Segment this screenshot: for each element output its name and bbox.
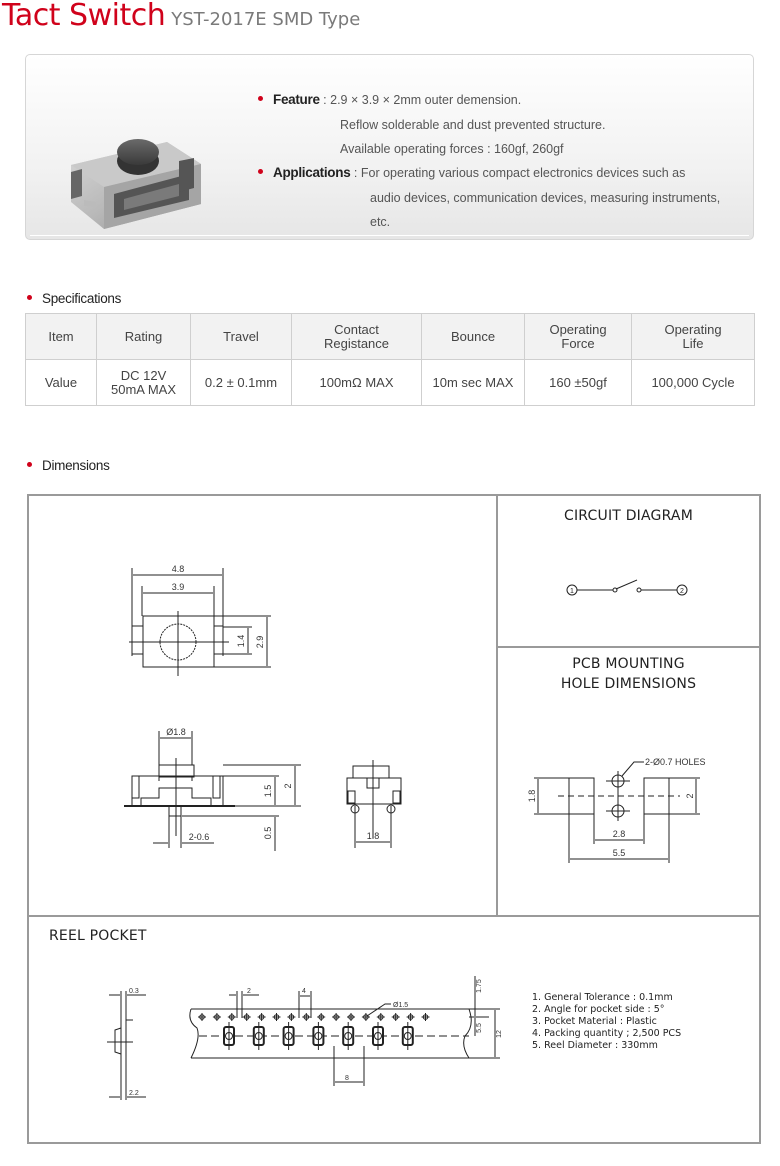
pin-label: 2 — [680, 588, 684, 595]
dim-label: 2.8 — [612, 829, 626, 839]
cell-text: Bounce — [450, 328, 496, 344]
cell-text: Registance — [323, 335, 390, 351]
dim-label: 1.75 — [476, 979, 483, 993]
tape-pocket — [343, 1022, 353, 1050]
cell-text: Rating — [124, 328, 163, 344]
header-cell — [97, 314, 191, 360]
cell-text: Operating — [664, 321, 722, 337]
reel-note: 2. Angle for pocket side : 5° — [532, 1004, 665, 1015]
dim-label: 4.8 — [171, 564, 185, 574]
dimensions-heading — [27, 458, 110, 473]
feature-line: 2.9 × 3.9 × 2mm outer demension. — [330, 93, 522, 107]
cell-text: 160 ±50gf — [549, 374, 607, 390]
reel-title: REEL POCKET — [49, 928, 147, 944]
sprocket-hole — [377, 1013, 385, 1021]
circuit-diagram — [498, 566, 759, 606]
sprocket-hole — [392, 1013, 400, 1021]
sprocket-hole — [243, 1013, 251, 1021]
value-cell — [632, 360, 755, 406]
reel-note: 1. General Tolerance : 0.1mm — [532, 992, 673, 1003]
dim-label: 2 — [283, 783, 293, 789]
cell-text: Item — [48, 328, 74, 344]
dim-label: 2 — [247, 988, 251, 995]
product-title: Tact Switch — [2, 0, 166, 33]
dim-label: 1.8 — [366, 831, 380, 841]
dim-label: 0.5 — [263, 826, 273, 840]
sprocket-hole — [347, 1013, 355, 1021]
applications-separator: : — [353, 166, 358, 180]
feature-line: Reflow solderable and dust prevented structure. — [340, 117, 606, 132]
sprocket-hole — [258, 1013, 266, 1021]
cell-text: 10m sec MAX — [432, 374, 514, 390]
header-cell — [525, 314, 632, 360]
cell-text: Contact — [334, 321, 379, 337]
header-cell — [292, 314, 422, 360]
dim-label: 1.8 — [527, 789, 537, 803]
dim-label: 4 — [302, 988, 306, 995]
dim-label: 12 — [496, 1030, 503, 1038]
sprocket-hole — [213, 1013, 221, 1021]
bullet-icon — [258, 96, 263, 101]
pin-label: 1 — [570, 588, 574, 595]
applications-label: Applications — [273, 165, 351, 180]
dim-label: 2-0.6 — [188, 832, 210, 842]
sprocket-hole — [407, 1013, 415, 1021]
circuit-title: CIRCUIT DIAGRAM — [564, 508, 693, 524]
dim-label: 2.9 — [255, 635, 265, 649]
value-cell — [525, 360, 632, 406]
reel-note: 4. Packing quantity ; 2,500 PCS — [532, 1028, 682, 1039]
sprocket-hole — [302, 1013, 310, 1021]
cell-text: DC 12V — [120, 367, 167, 383]
tape-pocket — [313, 1022, 323, 1050]
cell-text: 50mA MAX — [110, 381, 177, 397]
cell-text: Operating — [549, 321, 607, 337]
reel-note: 3. Pocket Material : Plastic — [532, 1016, 657, 1027]
pcb-title-line: PCB MOUNTING — [572, 656, 685, 672]
applications-line: For operating various compact electronics devices such as — [360, 166, 686, 180]
header-cell — [422, 314, 525, 360]
specifications-title: Specifications — [42, 291, 122, 306]
feature-separator: : — [323, 93, 327, 107]
dimensions-drawing — [27, 494, 761, 1144]
cell-text: 100mΩ MAX — [319, 374, 394, 390]
sprocket-hole — [332, 1013, 340, 1021]
value-cell — [292, 360, 422, 406]
reel-note: 5. Reel Diameter : 330mm — [532, 1040, 658, 1051]
dim-label: 5.5 — [612, 848, 626, 858]
cell-text: 100,000 Cycle — [651, 374, 735, 390]
feature-line: Available operating forces : 160gf, 260gf — [340, 142, 564, 156]
tape-pocket — [224, 1022, 234, 1050]
page-title — [2, 0, 360, 33]
header-cell — [632, 314, 755, 360]
dim-label: 1.4 — [236, 634, 246, 648]
value-cell — [26, 360, 97, 406]
outline-drawing — [29, 496, 496, 915]
header-cell — [26, 314, 97, 360]
dim-label: 5.5 — [476, 1023, 483, 1033]
sprocket-hole — [362, 1013, 370, 1021]
specifications-heading — [27, 291, 121, 306]
overview-box — [25, 54, 754, 240]
dim-label: 0.3 — [129, 988, 139, 995]
dim-label: 2.2 — [129, 1090, 139, 1097]
sprocket-hole — [422, 1013, 430, 1021]
pcb-title-line: HOLE DIMENSIONS — [560, 676, 697, 692]
sprocket-hole — [287, 1013, 295, 1021]
dim-label: 2 — [685, 793, 695, 799]
dim-label: 2-Ø0.7 HOLES — [645, 757, 706, 767]
dim-label: 8 — [345, 1075, 349, 1082]
value-cell — [422, 360, 525, 406]
table-value-row — [26, 360, 755, 406]
feature-block — [258, 88, 605, 162]
sprocket-hole — [317, 1013, 325, 1021]
specifications-table — [25, 313, 755, 406]
pcb-hole-drawing — [498, 736, 759, 886]
tape-pocket — [284, 1022, 294, 1050]
bullet-icon — [258, 169, 263, 174]
dim-label: 1.5 — [263, 784, 273, 798]
applications-line: audio devices, communication devices, measuring instruments, — [370, 190, 721, 205]
applications-line: etc. — [370, 215, 391, 229]
cell-text: Force — [561, 335, 595, 351]
tape-pocket — [403, 1022, 413, 1050]
product-photo — [64, 112, 214, 222]
product-subtitle: YST-2017E SMD Type — [171, 9, 361, 30]
pcb-title — [498, 654, 759, 694]
feature-label: Feature — [273, 92, 320, 107]
table-header-row — [26, 314, 755, 360]
dim-label: 3.9 — [171, 582, 185, 592]
tape-pocket — [373, 1022, 383, 1050]
value-cell — [97, 360, 191, 406]
sprocket-hole — [228, 1013, 236, 1021]
tape-pocket — [254, 1022, 264, 1050]
dim-label: Ø1.5 — [393, 1002, 409, 1009]
value-cell — [191, 360, 292, 406]
cell-text: Value — [44, 374, 78, 390]
sprocket-hole — [273, 1013, 281, 1021]
cell-text: Life — [682, 335, 704, 351]
header-cell — [191, 314, 292, 360]
bullet-icon — [27, 295, 32, 300]
sprocket-hole — [198, 1013, 206, 1021]
bullet-icon — [27, 462, 32, 467]
applications-block — [258, 161, 720, 235]
reel-pocket-drawing — [29, 966, 503, 1116]
dim-label: Ø1.8 — [166, 727, 186, 737]
dimensions-title: Dimensions — [42, 458, 110, 473]
reel-notes — [532, 992, 681, 1052]
cell-text: Travel — [223, 328, 259, 344]
cell-text: 0.2 ± 0.1mm — [204, 374, 278, 390]
